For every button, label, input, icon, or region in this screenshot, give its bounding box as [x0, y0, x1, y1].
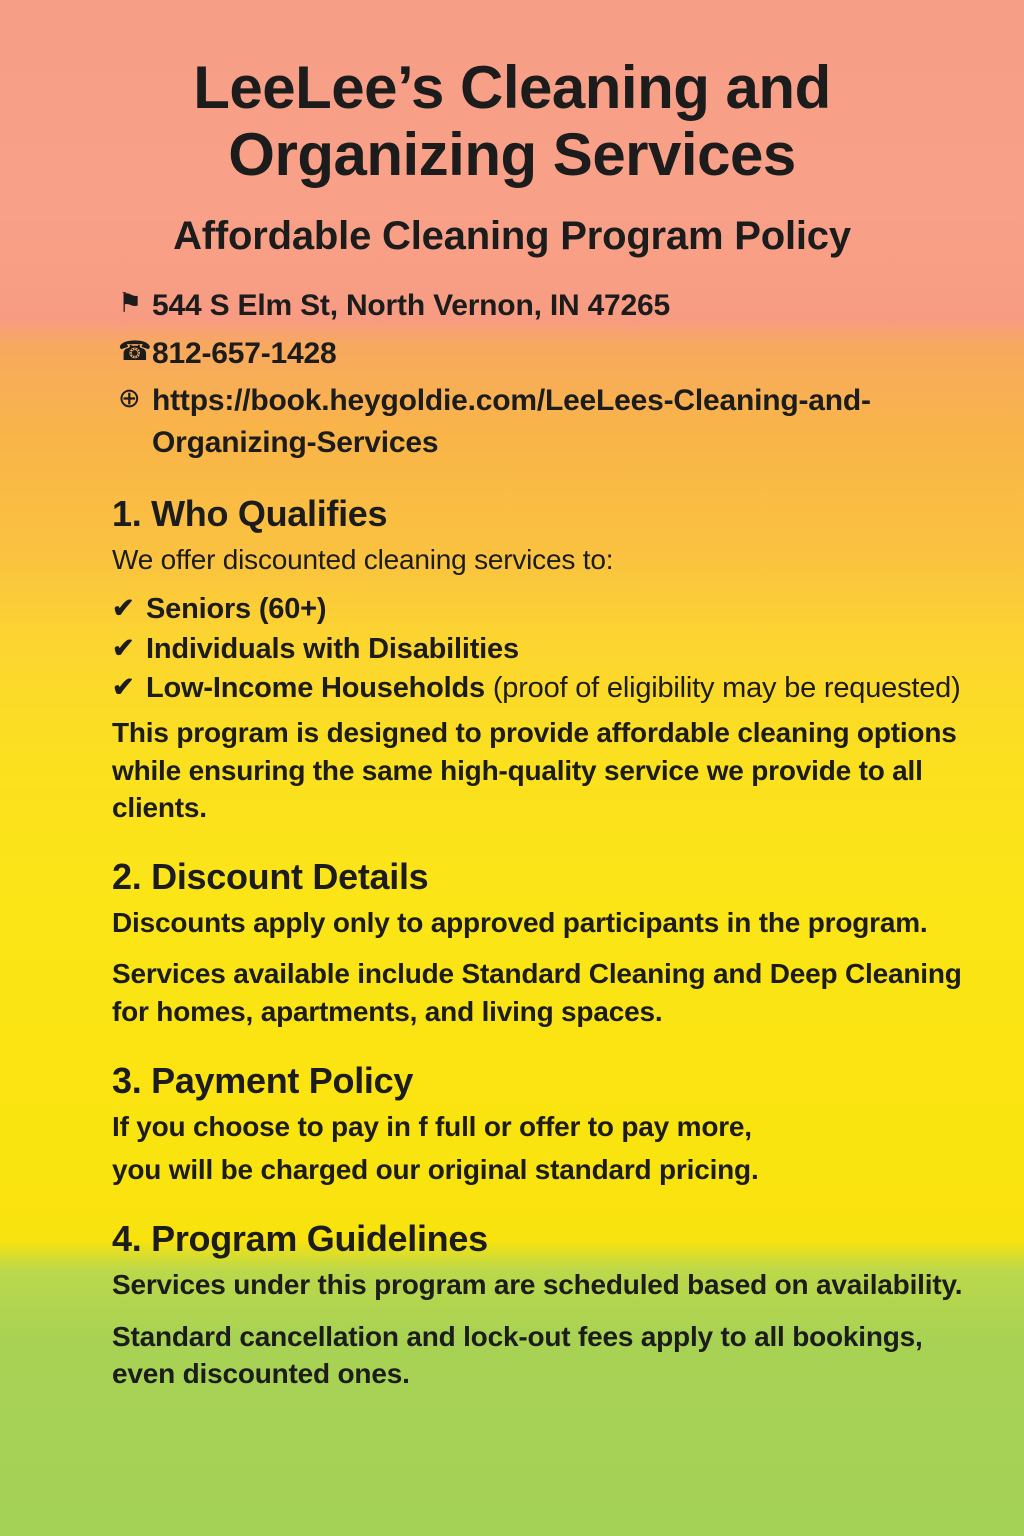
discount-para-1: Discounts apply only to approved participants in the program.: [112, 907, 928, 939]
globe-icon: ⊕: [118, 383, 141, 414]
section-heading-2: 2. Discount Details: [112, 856, 429, 898]
qualifies-intro: We offer discounted cleaning services to:: [112, 543, 614, 575]
check-icon: ✔: [112, 632, 135, 663]
spacer: [112, 1304, 984, 1312]
list-item: [112, 590, 984, 629]
section-discount-details: [0, 856, 1024, 1030]
check-icon: ✔: [112, 593, 135, 624]
list-item-label-note: (proof of eligibility may be requested): [492, 672, 961, 705]
section-heading-4: 4. Program Guidelines: [112, 1218, 488, 1260]
contact-row-website[interactable]: [118, 380, 968, 463]
business-address: 544 S Elm St, North Vernon, IN 47265: [152, 289, 670, 323]
guidelines-para-2: Standard cancellation and lock-out fees apply to all bookings, even discounted ones.: [112, 1320, 923, 1389]
section-who-qualifies: [0, 493, 1024, 826]
payment-para-1: If you choose to pay in f full or offer to pay more,: [112, 1110, 752, 1142]
guidelines-para-1: Services under this program are scheduled based on availability.: [112, 1269, 963, 1301]
list-item-label-main: Low-Income Households: [146, 672, 493, 705]
qualifies-list: [112, 590, 984, 708]
section-heading-3: 3. Payment Policy: [112, 1059, 414, 1101]
section-heading-1: 1. Who Qualifies: [112, 492, 388, 534]
list-item-label: Seniors (60+): [146, 593, 327, 626]
list-item: [112, 630, 984, 669]
page-title: LeeLee’s Cleaning and Organizing Services: [193, 54, 831, 189]
phone-icon: ☎: [118, 335, 152, 366]
discount-para-2: Services available include Standard Cleaning and Deep Cleaning for homes, apartments, and living spaces.: [112, 958, 962, 1027]
page-subtitle: Affordable Cleaning Program Policy: [173, 214, 851, 259]
qualifies-body: This program is designed to provide affordable cleaning options while ensuring the same high-quality service we provide to all clients.: [112, 717, 957, 823]
section-program-guidelines: [0, 1218, 1024, 1392]
contact-row-address: [118, 285, 968, 326]
location-pin-icon: ⚑: [118, 288, 143, 319]
booking-link[interactable]: https://book.heygoldie.com/LeeLees-Cleaning-and-Organizing-Services: [152, 384, 871, 459]
list-item: [112, 669, 984, 708]
contact-row-phone[interactable]: [118, 333, 968, 374]
list-item-label: [146, 669, 961, 708]
payment-para-2: you will be charged our original standard pricing.: [112, 1154, 759, 1186]
contact-block: [0, 285, 1024, 463]
business-phone[interactable]: 812-657-1428: [152, 336, 337, 370]
spacer: [112, 941, 984, 949]
list-item-label: Individuals with Disabilities: [146, 632, 519, 665]
check-icon: ✔: [112, 672, 135, 703]
section-payment-policy: [0, 1060, 1024, 1188]
